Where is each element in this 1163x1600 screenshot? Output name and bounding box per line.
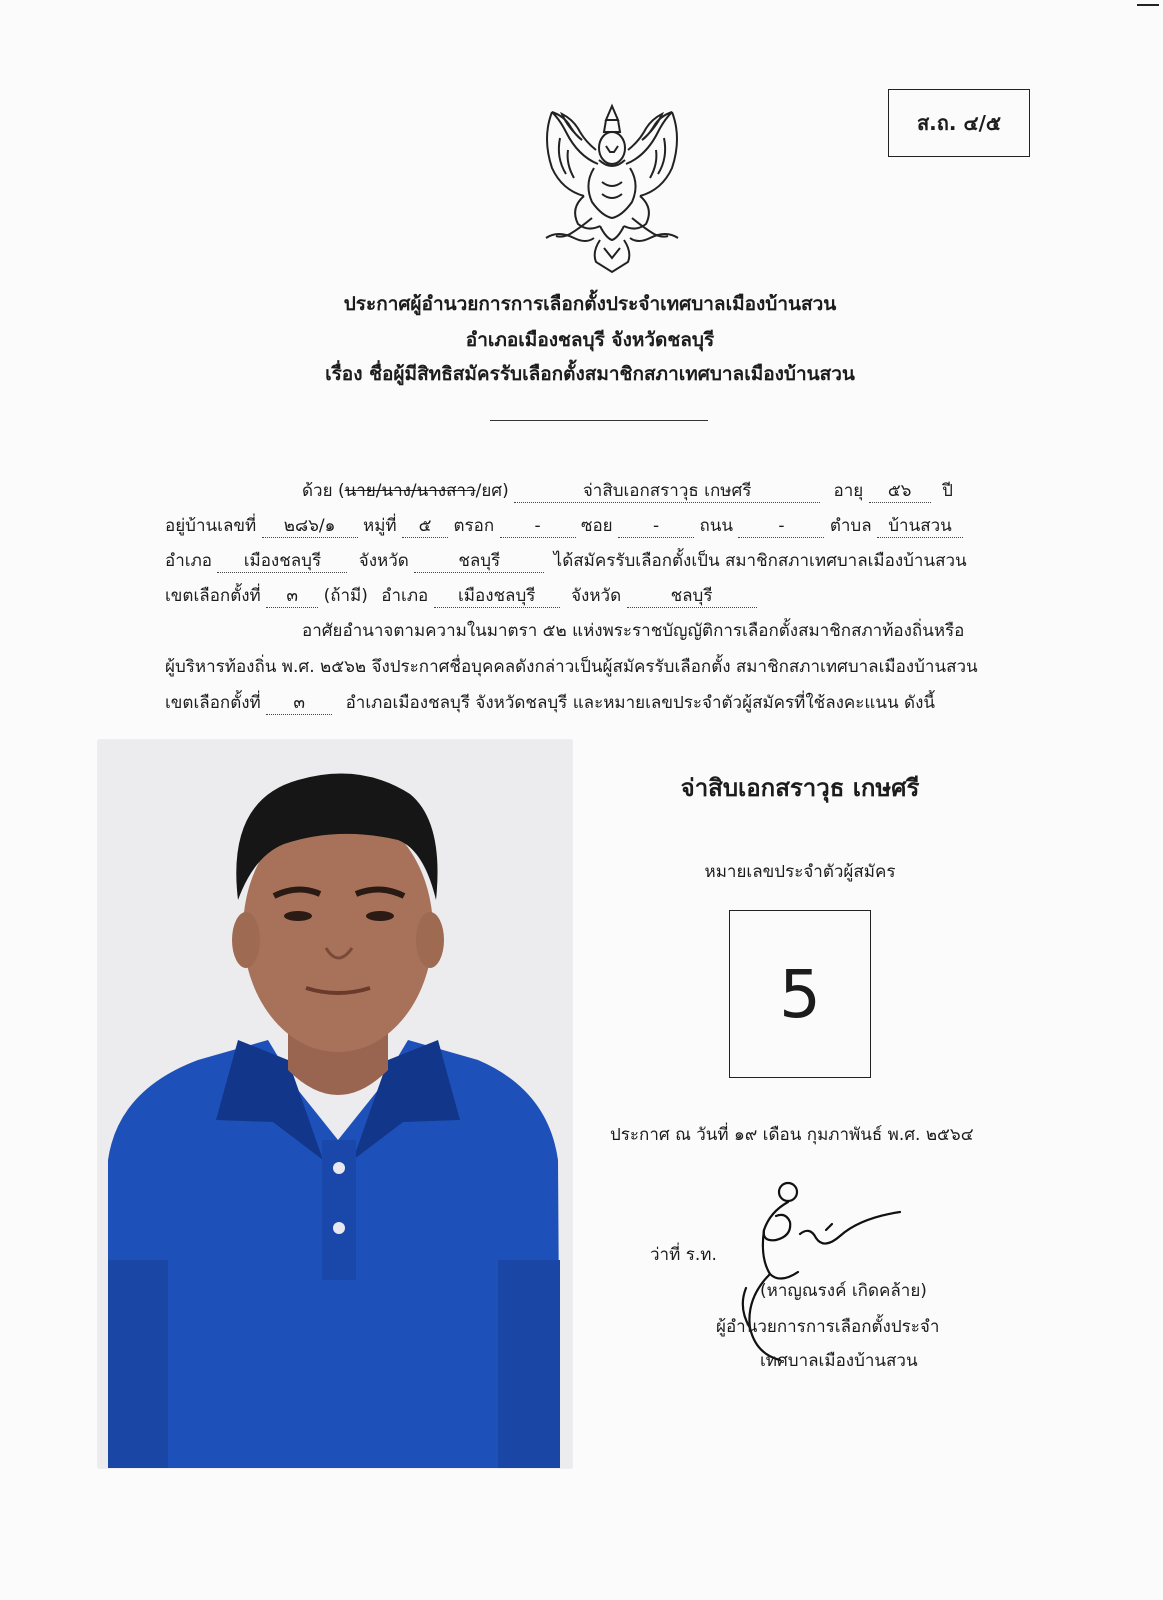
by-label: ด้วย ( [302,481,345,501]
body-paragraph-3-rest: อำเภอเมืองชลบุรี จังหวัดชลบุรี และหมายเลขประจำตัวผู้สมัครที่ใช้ลงคะแนน ดังนี้ [345,693,935,713]
heading-divider [490,420,708,421]
form-code-box [888,89,1030,157]
soi-field: - [618,515,694,538]
announcement-date: ประกาศ ณ วันที่ ๑๙ เดือน กุมภาพันธ์ พ.ศ. ๒๕๖๔ [610,1125,974,1145]
zone-label: เขตเลือกตั้งที่ [165,586,261,606]
signer-title-line-1: ผู้อำนวยการการเลือกตั้งประจำ [716,1317,940,1337]
candidate-number-label: หมายเลขประจำตัวผู้สมัคร [704,862,896,882]
signer-name: (หาญณรงค์ เกิดคล้าย) [760,1281,927,1301]
candidate-number: 5 [779,955,821,1033]
subdistrict-field: บ้านสวน [877,515,963,538]
zone-district-label: อำเภอ [381,586,429,606]
form-line-2 [165,511,963,541]
house-no-label: อยู่บ้านเลขที่ [165,516,257,536]
candidate-number-box [729,910,871,1078]
candidate-photo [98,740,572,1468]
road-label: ถนน [699,516,734,536]
body-zone-label: เขตเลือกตั้งที่ [165,693,261,713]
province-field: ชลบุรี [414,550,544,573]
alley-label: ตรอก [453,516,495,536]
soi-label: ซอย [580,516,613,536]
road-field: - [738,515,824,538]
heading-line-2: อำเภอเมืองชลบุรี จังหวัดชลบุรี [465,329,715,351]
signer-title-line-2: เทศบาลเมืองบ้านสวน [760,1351,918,1371]
age-field: ๕๖ [869,480,931,503]
moo-label: หมู่ที่ [363,516,397,536]
heading-line-1: ประกาศผู้อำนวยการการเลือกตั้งประจำเทศบาลเมืองบ้านสวน [343,293,837,315]
zone-field: ๓ [266,585,318,608]
zone-district-field: เมืองชลบุรี [434,585,560,608]
form-code: ส.ถ. ๔/๕ [916,111,1002,135]
heading-line-3: เรื่อง ชื่อผู้มีสิทธิสมัครรับเลือกตั้งสมาชิกสภาเทศบาลเมืองบ้านสวน [325,363,855,385]
zone-province-label: จังหวัด [571,586,622,606]
title-struck: นาย/นาง/นางสาว [344,481,476,501]
applied-text: ได้สมัครรับเลือกตั้งเป็น สมาชิกสภาเทศบาลเมืองบ้านสวน [553,551,967,571]
body-paragraph-2: ผู้บริหารท้องถิ่น พ.ศ. ๒๕๖๒ จึงประกาศชื่อบุคคลดังกล่าวเป็นผู้สมัครรับเลือกตั้ง สมาชิกสภาเทศบาลเมืองบ้านสวน [165,657,978,677]
form-line-1 [302,476,953,506]
zone-province-field: ชลบุรี [627,585,757,608]
garuda-emblem-icon [522,98,702,278]
acting-rank-label: ว่าที่ ร.ท. [650,1245,717,1265]
subdistrict-label: ตำบล [829,516,872,536]
form-line-4 [165,581,757,611]
rank-suffix: /ยศ) [475,481,509,501]
body-paragraph-1: อาศัยอำนาจตามความในมาตรา ๕๒ แห่งพระราชบัญญัติการเลือกตั้งสมาชิกสภาท้องถิ่นหรือ [302,621,965,641]
age-unit: ปี [942,481,953,501]
candidate-name-field: จ่าสิบเอกสราวุธ เกษศรี [514,480,820,503]
province-label: จังหวัด [358,551,409,571]
alley-field: - [500,515,576,538]
form-line-3 [165,546,967,576]
district-field: เมืองชลบุรี [217,550,347,573]
corner-mark [1137,4,1159,6]
zone-note: (ถ้ามี) [323,586,368,606]
body-paragraph-3 [165,688,935,718]
moo-field: ๕ [402,515,448,538]
candidate-name-heading: จ่าสิบเอกสราวุธ เกษศรี [680,774,920,802]
body-zone-field: ๓ [266,692,332,715]
age-label: อายุ [833,481,864,501]
house-no-field: ๒๘๖/๑ [262,515,358,538]
district-label: อำเภอ [165,551,212,571]
